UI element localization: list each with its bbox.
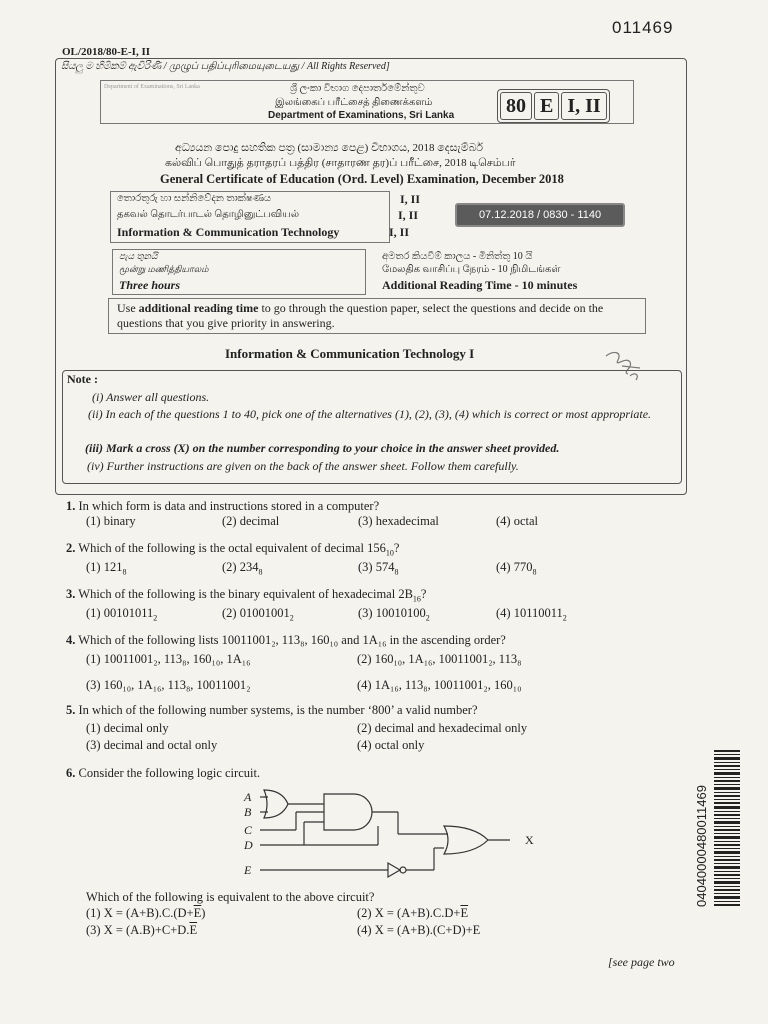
department-english: Department of Examinations, Sri Lanka	[268, 110, 455, 121]
q1-option-3: (3) hexadecimal	[358, 514, 439, 528]
q2-option-1: (1) $121_8$	[86, 560, 127, 577]
q2-option-2: (2) $234_8$	[222, 560, 263, 577]
duration-english: Three hours	[119, 278, 181, 292]
q5-option-1: (1) decimal only	[86, 721, 169, 735]
question-6: 6. Consider the following logic circuit.	[66, 766, 261, 780]
q1-option-2: (2) decimal	[222, 514, 280, 528]
barcode	[714, 750, 740, 910]
subject-sinhala: තොරතුරු හා සන්නිවේදන තාක්ෂණය	[117, 193, 272, 204]
q4-option-4: (4) 1A₁₆, 113₈, 10011001₂, 160₁₀	[357, 678, 522, 692]
department-tamil: இலங்கைப் பரீட்சைத் திணைக்களம்	[275, 97, 433, 108]
note-item: (i) Answer all questions.	[92, 390, 210, 404]
duration-tamil: மூன்று மணித்தியாலம்	[119, 264, 209, 274]
q6-option-2: (2) $X = (A+B).C.D+\overline{E}$	[357, 906, 469, 920]
question-4: 4. Which of the following lists 10011001₂, 113₈, 160₁₀ and 1A₁₆ in the ascending order?	[66, 633, 506, 647]
q4-option-3: (3) 160₁₀, 1A₁₆, 113₈, 10011001₂	[86, 678, 251, 692]
faded-department-text: Department of Examinations, Sri Lanka	[104, 84, 200, 90]
input-label-c: C	[244, 823, 253, 837]
paper-code-boxes	[497, 89, 610, 123]
q5-option-4: (4) octal only	[357, 738, 425, 752]
q2-option-3: (3) $574_8$	[358, 560, 399, 577]
question-3: 3. Which of the following is the binary equivalent of hexadecimal $2B_{16}$?	[66, 587, 427, 604]
duration-sinhala: පැය තුනයි	[119, 251, 158, 261]
question-5: 5. In which of the following number systems, is the number ‘800’ a valid number?	[66, 703, 478, 717]
q4-option-1: (1) 10011001₂, 113₈, 160₁₀, 1A₁₆	[86, 652, 251, 666]
reading-time-sinhala: අමතර කියවීම් කාලය - මිනිත්තු 10 යි	[382, 251, 533, 262]
q6-option-3: (3) $X = (A.B)+C+D.\overline{E}$	[86, 923, 198, 937]
input-label-d: D	[244, 838, 253, 852]
paper-code: OL/2018/80-E-I, II	[62, 46, 151, 58]
input-label-b: B	[244, 805, 252, 819]
input-label-e: E	[244, 863, 252, 877]
logic-circuit-diagram	[238, 786, 558, 882]
q3-option-2: (2) $01001001_2$	[222, 606, 294, 623]
note-item: (ii) In each of the questions 1 to 40, pick one of the alternatives (1), (2), (3), (4) which is correct or most appropriate.	[88, 407, 652, 421]
output-label-x: X	[525, 833, 534, 847]
exam-date-time: 07.12.2018 / 0830 - 1140	[455, 203, 625, 227]
q2-option-4: (4) $770_8$	[496, 560, 537, 577]
reading-time-tamil: மேலதிக வாசிப்பு நேரம் - 10 நிமிடங்கள்	[382, 264, 561, 275]
code-box-part: I, II	[561, 92, 606, 120]
q6-option-1: (1) $X = (A+B).C.(D+\overline{E})$	[86, 906, 206, 920]
q1-option-4: (4) octal	[496, 514, 538, 528]
note-label: Note :	[67, 372, 98, 386]
subject-papers-ta: I, II	[398, 208, 419, 222]
department-sinhala: ශ්‍රී ලංකා විභාග දෙපාර්තමේන්තුව	[290, 83, 425, 94]
barcode-number: 04040000480011469	[694, 785, 709, 907]
reading-time-instruction: Use additional reading time to go through the question paper, select the questions and decide on the questions that you give priority in answering.	[108, 298, 646, 334]
subject-papers-en: I, II	[389, 225, 410, 239]
q1-option-1: (1) binary	[86, 514, 136, 528]
input-label-a: A	[244, 790, 252, 804]
rights-notice: සියලු ම හිමිකම් ඇවිරිණි / முழுப் பதிப்புரிமையுடையது / All Rights Reserved]	[58, 61, 393, 73]
reading-time-english: Additional Reading Time - 10 minutes	[382, 278, 578, 292]
note-item: (iii) Mark a cross (X) on the number corresponding to your choice in the answer sheet provided.	[85, 441, 560, 455]
q6-option-4: (4) X = (A+B).(C+D)+E	[357, 923, 481, 937]
exam-title-tamil: கல்விப் பொதுத் தராதரப் பத்திர (சாதாரண தர)ப் பரீட்சை, 2018 டிசெம்பர்	[165, 157, 516, 169]
question-2: 2. Which of the following is the octal equivalent of decimal $156_{10}$?	[66, 541, 400, 558]
q4-option-2: (2) 160₁₀, 1A₁₆, 10011001₂, 113₈	[357, 652, 522, 666]
code-box-medium: E	[534, 92, 559, 120]
subject-english: Information & Communication Technology	[117, 225, 340, 239]
page-turn-note: [see page two	[608, 955, 675, 969]
q5-option-2: (2) decimal and hexadecimal only	[357, 721, 528, 735]
code-box-subject: 80	[500, 92, 532, 120]
q3-option-1: (1) $00101011_2$	[86, 606, 158, 623]
paper-title: Information & Communication Technology I	[225, 346, 475, 361]
q3-option-3: (3) $10010100_2$	[358, 606, 430, 623]
q5-option-3: (3) decimal and octal only	[86, 738, 218, 752]
exam-title-english: General Certificate of Education (Ord. Level) Examination, December 2018	[160, 172, 564, 186]
subject-papers-si: I, II	[400, 192, 421, 206]
note-item: (iv) Further instructions are given on the back of the answer sheet. Follow them carefully.	[87, 459, 519, 473]
q6-question-text: Which of the following is equivalent to the above circuit?	[86, 890, 375, 904]
q3-option-4: (4) $10110011_2$	[496, 606, 567, 623]
exam-title-sinhala: අධ්‍යයන පොදු සහතික පත්‍ර (සාමාන්‍ය පෙළ) විභාගය, 2018 දෙසැම්බර්	[175, 142, 484, 154]
question-1: 1. In which form is data and instructions stored in a computer?	[66, 499, 380, 513]
subject-tamil: தகவல் தொடர்பாடல் தொழினுட்பவியல்	[117, 209, 300, 220]
serial-number: 011469	[612, 18, 674, 37]
